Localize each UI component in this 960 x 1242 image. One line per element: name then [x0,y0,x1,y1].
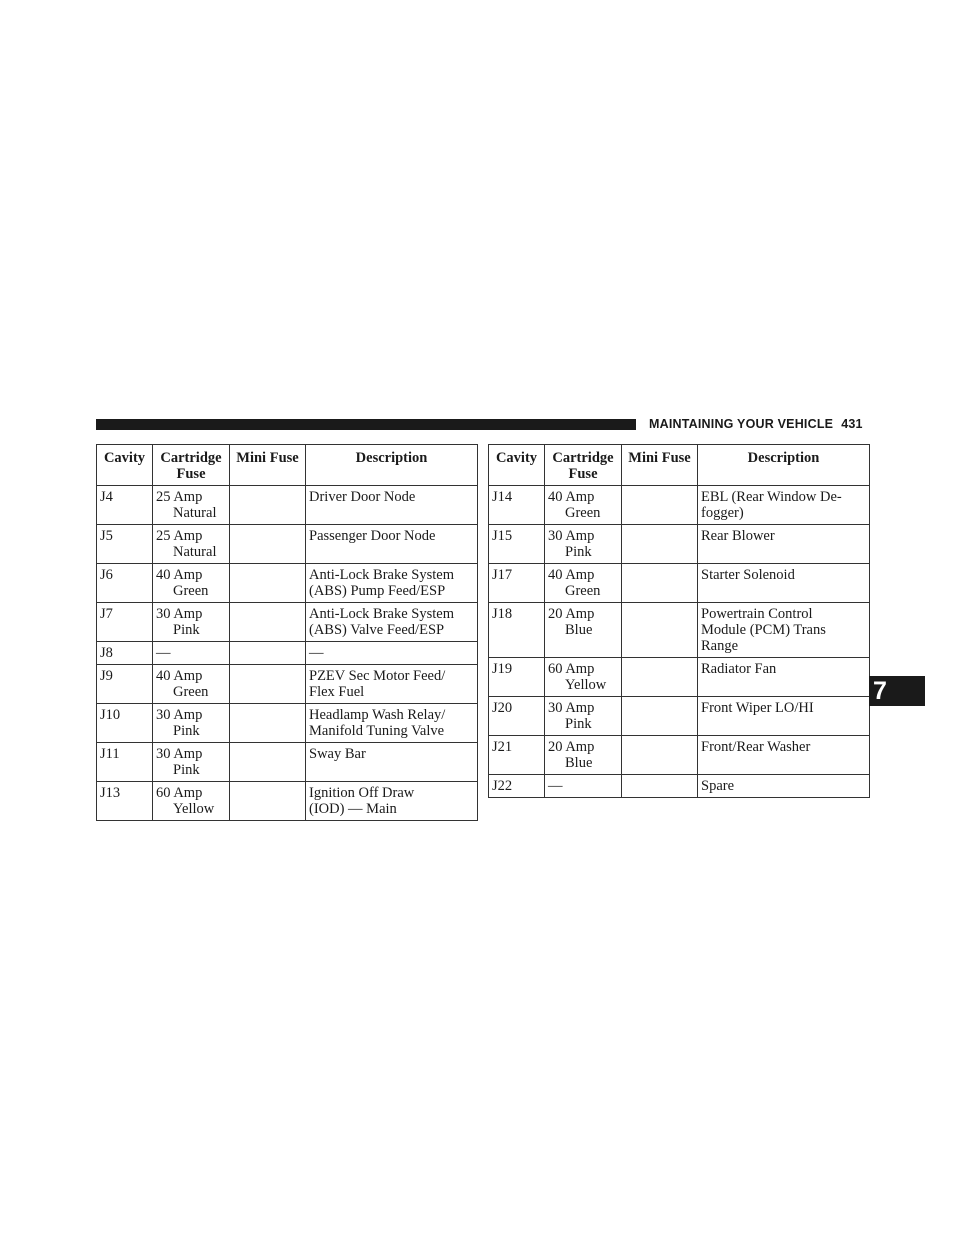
mini-fuse-cell [230,665,306,704]
column-header-cartridge-fuse: Cartridge Fuse [545,445,622,486]
mini-fuse-cell [622,486,698,525]
description-line: Anti-Lock Brake System [309,606,454,622]
fuse-color: Natural [173,544,217,560]
fuse-color: Pink [173,622,200,638]
fuse-color: Blue [565,755,593,771]
cavity-cell: J20 [489,697,545,736]
column-header-cavity: Cavity [489,445,545,486]
cavity-cell: J5 [97,525,153,564]
column-header-description: Description [306,445,478,486]
fuse-color: Pink [173,762,200,778]
fuse-color: Green [173,684,209,700]
mini-fuse-cell [622,775,698,798]
description-line: (ABS) Valve Feed/ESP [309,622,445,638]
mini-fuse-cell [230,525,306,564]
fuse-color: Green [565,583,601,599]
description-line: Radiator Fan [701,661,777,677]
cavity-cell: J6 [97,564,153,603]
fuse-rating: 20 Amp [548,606,595,622]
page-number: 431 [841,417,863,431]
mini-fuse-cell [230,642,306,665]
fuse-rating: 40 Amp [548,567,595,583]
description-line: Spare [701,778,735,794]
cavity-cell: J8 [97,642,153,665]
cartridge-fuse-cell [545,525,622,564]
cartridge-fuse-cell [153,642,230,665]
description-line: Powertrain Control [701,606,813,622]
cavity-cell: J15 [489,525,545,564]
fuse-color: Pink [173,723,200,739]
fuse-color: Yellow [173,801,215,817]
cartridge-fuse-cell [153,782,230,821]
table-row [489,775,870,798]
description-line: Starter Solenoid [701,567,795,583]
cartridge-fuse-cell [153,665,230,704]
fuse-rating: 20 Amp [548,739,595,755]
column-header-description: Description [698,445,870,486]
fuse-rating: 30 Amp [548,700,595,716]
table-row [97,743,478,782]
description-cell [698,486,870,525]
mini-fuse-cell [622,564,698,603]
cartridge-fuse-cell [153,486,230,525]
fuse-color: Natural [173,505,217,521]
fuse-rating: 30 Amp [156,707,203,723]
description-line: fogger) [701,505,744,521]
fuse-rating: 25 Amp [156,489,203,505]
mini-fuse-cell [622,658,698,697]
column-header-mini-fuse: Mini Fuse [230,445,306,486]
description-line: EBL (Rear Window De- [701,489,842,505]
description-line: Anti-Lock Brake System [309,567,454,583]
chapter-tab: 7 [869,676,925,706]
section-title: MAINTAINING YOUR VEHICLE [649,417,834,431]
cavity-cell: J11 [97,743,153,782]
mini-fuse-cell [230,564,306,603]
fuse-rating: 40 Amp [156,567,203,583]
fuse-rating: 25 Amp [156,528,203,544]
mini-fuse-cell [622,525,698,564]
description-cell [306,525,478,564]
cartridge-fuse-cell [545,775,622,798]
description-line: Driver Door Node [309,489,416,505]
cavity-cell: J10 [97,704,153,743]
table-row [97,564,478,603]
table-row [97,665,478,704]
description-line: Front/Rear Washer [701,739,811,755]
header-rule [96,419,636,430]
description-cell [306,704,478,743]
cartridge-fuse-cell [153,564,230,603]
description-line: Module (PCM) Trans [701,622,826,638]
description-cell [306,564,478,603]
table-row [489,658,870,697]
fuse-color: Green [565,505,601,521]
cartridge-fuse-cell [153,704,230,743]
fuse-rating: 40 Amp [548,489,595,505]
column-header-cartridge-fuse: Cartridge Fuse [153,445,230,486]
description-cell [306,642,478,665]
running-header [649,417,863,431]
mini-fuse-cell [230,743,306,782]
cartridge-fuse-cell [153,743,230,782]
mini-fuse-cell [230,486,306,525]
cavity-cell: J9 [97,665,153,704]
fuse-table-left [96,444,478,821]
description-line: (IOD) — Main [309,801,397,817]
description-line: Passenger Door Node [309,528,436,544]
description-cell [306,603,478,642]
table-row [97,486,478,525]
fuse-rating: 30 Amp [156,606,203,622]
cartridge-fuse-cell [153,525,230,564]
mini-fuse-cell [230,603,306,642]
table-row [489,525,870,564]
fuse-color: Pink [565,716,592,732]
description-cell [698,525,870,564]
description-line: Ignition Off Draw [309,785,415,801]
table-row [489,697,870,736]
cartridge-fuse-cell [545,486,622,525]
table-row [489,564,870,603]
description-cell [698,564,870,603]
fuse-rating: — [548,778,563,794]
column-header-mini-fuse: Mini Fuse [622,445,698,486]
fuse-rating: 60 Amp [156,785,203,801]
description-line: PZEV Sec Motor Feed/ [309,668,446,684]
table-row [489,486,870,525]
cavity-cell: J21 [489,736,545,775]
description-cell [698,658,870,697]
description-line: Headlamp Wash Relay/ [309,707,446,723]
fuse-table-right [488,444,870,798]
description-cell [306,486,478,525]
cartridge-fuse-cell [545,697,622,736]
table-row [97,525,478,564]
fuse-color: Pink [565,544,592,560]
table-row [97,642,478,665]
description-line: Range [701,638,739,654]
cartridge-fuse-cell [153,603,230,642]
fuse-color: Blue [565,622,593,638]
table-row [97,603,478,642]
table-header-row [489,445,870,486]
table-row [97,782,478,821]
cavity-cell: J14 [489,486,545,525]
mini-fuse-cell [622,697,698,736]
fuse-rating: — [156,645,171,661]
cavity-cell: J7 [97,603,153,642]
mini-fuse-cell [622,736,698,775]
description-cell [698,697,870,736]
cavity-cell: J18 [489,603,545,658]
column-header-cavity: Cavity [97,445,153,486]
description-line: (ABS) Pump Feed/ESP [309,583,446,599]
description-cell [306,743,478,782]
description-line: Front Wiper LO/HI [701,700,814,716]
cavity-cell: J13 [97,782,153,821]
table-row [489,603,870,658]
fuse-rating: 60 Amp [548,661,595,677]
fuse-color: Green [173,583,209,599]
mini-fuse-cell [622,603,698,658]
cavity-cell: J17 [489,564,545,603]
table-row [97,704,478,743]
cartridge-fuse-cell [545,736,622,775]
cartridge-fuse-cell [545,603,622,658]
table-row [489,736,870,775]
description-line: Rear Blower [701,528,775,544]
mini-fuse-cell [230,782,306,821]
description-line: Sway Bar [309,746,366,762]
description-cell [306,665,478,704]
description-cell [698,775,870,798]
fuse-rating: 30 Amp [548,528,595,544]
fuse-rating: 40 Amp [156,668,203,684]
mini-fuse-cell [230,704,306,743]
cavity-cell: J19 [489,658,545,697]
cavity-cell: J4 [97,486,153,525]
fuse-color: Yellow [565,677,607,693]
description-line: — [309,645,324,661]
description-cell [306,782,478,821]
description-line: Flex Fuel [309,684,365,700]
table-header-row [97,445,478,486]
description-line: Manifold Tuning Valve [309,723,445,739]
cavity-cell: J22 [489,775,545,798]
fuse-rating: 30 Amp [156,746,203,762]
cartridge-fuse-cell [545,564,622,603]
description-cell [698,603,870,658]
cartridge-fuse-cell [545,658,622,697]
description-cell [698,736,870,775]
